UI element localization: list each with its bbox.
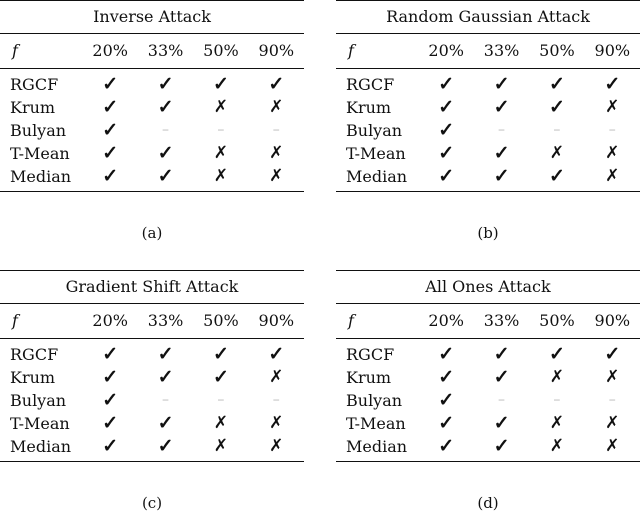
result-mark: ✓ [438, 366, 455, 388]
results-table [336, 0, 640, 192]
result-mark: ✓ [102, 389, 119, 411]
row-label: Median [0, 165, 82, 192]
result-mark: ✗ [605, 143, 620, 163]
column-header-20: 20% [418, 304, 473, 339]
result-mark: ✓ [493, 96, 510, 118]
table-title: Inverse Attack [0, 1, 304, 34]
result-mark: – [272, 122, 280, 138]
table-row [0, 165, 304, 192]
result-mark: ✓ [102, 119, 119, 141]
column-header-20: 20% [82, 304, 137, 339]
table-row [336, 96, 640, 119]
result-mark: ✗ [585, 435, 640, 462]
table-row [336, 165, 640, 192]
result-mark: ✓ [268, 73, 285, 95]
result-mark: – [272, 392, 280, 408]
row-label: Bulyan [346, 121, 403, 140]
result-mark: ✗ [249, 165, 304, 192]
result-mark: ✓ [102, 96, 119, 118]
result-mark: ✗ [269, 413, 284, 433]
result-mark: ✓ [418, 165, 473, 192]
result-mark: ✗ [213, 413, 229, 433]
result-mark: ✗ [213, 97, 229, 117]
result-mark: – [498, 392, 506, 408]
result-mark: ✗ [249, 435, 304, 462]
row-label: Median [336, 435, 418, 462]
result-mark: ✓ [474, 435, 529, 462]
row-label: Median [336, 165, 418, 192]
result-mark: ✓ [493, 142, 510, 164]
result-mark: ✓ [157, 96, 174, 118]
result-mark: ✓ [102, 366, 119, 388]
row-label: Bulyan [10, 121, 67, 140]
table-row [0, 339, 304, 367]
column-header-20: 20% [418, 34, 473, 69]
result-mark: ✓ [438, 73, 455, 95]
result-mark: ✓ [82, 165, 137, 192]
result-mark: ✓ [268, 343, 285, 365]
row-label: Bulyan [346, 391, 403, 410]
result-mark: ✓ [418, 435, 473, 462]
result-mark: ✗ [549, 143, 565, 163]
table-row [336, 435, 640, 462]
table-row [336, 366, 640, 389]
result-mark: ✗ [549, 413, 565, 433]
results-table [336, 270, 640, 462]
result-mark: ✗ [529, 435, 584, 462]
column-header-90: 90% [249, 304, 304, 339]
column-header-90: 90% [249, 34, 304, 69]
result-mark: ✓ [493, 366, 510, 388]
column-header-50: 50% [193, 34, 248, 69]
result-mark: – [498, 122, 506, 138]
row-label: RGCF [346, 345, 395, 364]
result-mark: ✗ [213, 143, 229, 163]
table-row [0, 389, 304, 412]
table-row [0, 435, 304, 462]
table-row [336, 69, 640, 97]
table-row [0, 142, 304, 165]
result-mark: ✗ [605, 97, 620, 117]
result-mark: ✓ [157, 142, 174, 164]
column-header-90: 90% [585, 34, 640, 69]
row-label: T-Mean [346, 144, 406, 163]
column-header-f: f [0, 34, 82, 69]
result-mark: ✗ [605, 413, 620, 433]
result-mark: ✓ [438, 389, 455, 411]
table-row [336, 389, 640, 412]
row-label: RGCF [10, 345, 59, 364]
table-row [0, 69, 304, 97]
result-mark: ✓ [212, 366, 229, 388]
result-mark: ✓ [548, 343, 565, 365]
table-panel-inverse [0, 0, 304, 192]
table-row [336, 142, 640, 165]
result-mark: ✓ [102, 412, 119, 434]
result-mark: ✓ [212, 73, 229, 95]
result-mark: – [162, 122, 170, 138]
row-label: Median [0, 435, 82, 462]
result-mark: ✓ [138, 435, 193, 462]
result-mark: – [217, 122, 225, 138]
result-mark: ✓ [493, 343, 510, 365]
result-mark: – [162, 392, 170, 408]
result-mark: ✗ [269, 97, 284, 117]
result-mark: – [553, 122, 561, 138]
table-title: All Ones Attack [336, 271, 640, 304]
column-header-90: 90% [585, 304, 640, 339]
column-header-33: 33% [474, 34, 529, 69]
column-header-20: 20% [82, 34, 137, 69]
result-mark: ✗ [269, 367, 284, 387]
row-label: RGCF [346, 75, 395, 94]
table-row [0, 412, 304, 435]
result-mark: ✗ [605, 367, 620, 387]
caption-b: (b) [477, 224, 499, 242]
result-mark: – [608, 392, 616, 408]
result-mark: ✓ [212, 343, 229, 365]
column-header-50: 50% [529, 34, 584, 69]
result-mark: ✓ [438, 142, 455, 164]
result-mark: ✓ [493, 412, 510, 434]
caption-d: (d) [477, 494, 499, 512]
result-mark: ✓ [82, 435, 137, 462]
row-label: Krum [346, 98, 392, 117]
result-mark: ✓ [604, 343, 621, 365]
table-row [0, 366, 304, 389]
column-header-f: f [336, 34, 418, 69]
result-mark: ✓ [438, 96, 455, 118]
result-mark: ✓ [529, 165, 584, 192]
table-row [336, 119, 640, 142]
result-mark: ✗ [549, 367, 565, 387]
result-mark: ✓ [102, 142, 119, 164]
column-header-33: 33% [474, 304, 529, 339]
result-mark: ✓ [548, 96, 565, 118]
result-mark: ✗ [269, 143, 284, 163]
row-label: RGCF [10, 75, 59, 94]
caption-c: (c) [141, 494, 163, 512]
result-mark: – [217, 392, 225, 408]
table-row [336, 339, 640, 367]
result-mark: ✓ [157, 412, 174, 434]
result-mark: ✓ [102, 73, 119, 95]
result-mark: ✗ [193, 165, 248, 192]
result-mark: ✓ [438, 343, 455, 365]
table-title: Random Gaussian Attack [336, 1, 640, 34]
result-mark: ✗ [193, 435, 248, 462]
row-label: T-Mean [346, 414, 406, 433]
column-header-50: 50% [529, 304, 584, 339]
results-table [0, 0, 304, 192]
row-label: Krum [10, 98, 56, 117]
result-mark: – [608, 122, 616, 138]
result-mark: ✓ [102, 343, 119, 365]
column-header-33: 33% [138, 304, 193, 339]
result-mark: – [553, 392, 561, 408]
result-mark: ✓ [157, 73, 174, 95]
row-label: T-Mean [10, 144, 70, 163]
result-mark: ✓ [138, 165, 193, 192]
caption-a: (a) [141, 224, 163, 242]
result-mark: ✓ [493, 73, 510, 95]
column-header-f: f [336, 304, 418, 339]
row-label: Krum [10, 368, 56, 387]
result-mark: ✓ [474, 165, 529, 192]
results-table [0, 270, 304, 462]
table-panel-all-ones [336, 270, 640, 462]
column-header-f: f [0, 304, 82, 339]
row-label: Bulyan [10, 391, 67, 410]
table-row [336, 412, 640, 435]
result-mark: ✓ [604, 73, 621, 95]
result-mark: ✓ [157, 343, 174, 365]
table-panel-gradient-shift [0, 270, 304, 462]
table-row [0, 96, 304, 119]
result-mark: ✓ [438, 119, 455, 141]
result-mark: ✓ [438, 412, 455, 434]
result-mark: ✗ [585, 165, 640, 192]
result-mark: ✓ [548, 73, 565, 95]
table-title: Gradient Shift Attack [0, 271, 304, 304]
row-label: Krum [346, 368, 392, 387]
table-panel-random-gaussian [336, 0, 640, 192]
column-header-33: 33% [138, 34, 193, 69]
result-mark: ✓ [157, 366, 174, 388]
row-label: T-Mean [10, 414, 70, 433]
table-row [0, 119, 304, 142]
column-header-50: 50% [193, 304, 248, 339]
